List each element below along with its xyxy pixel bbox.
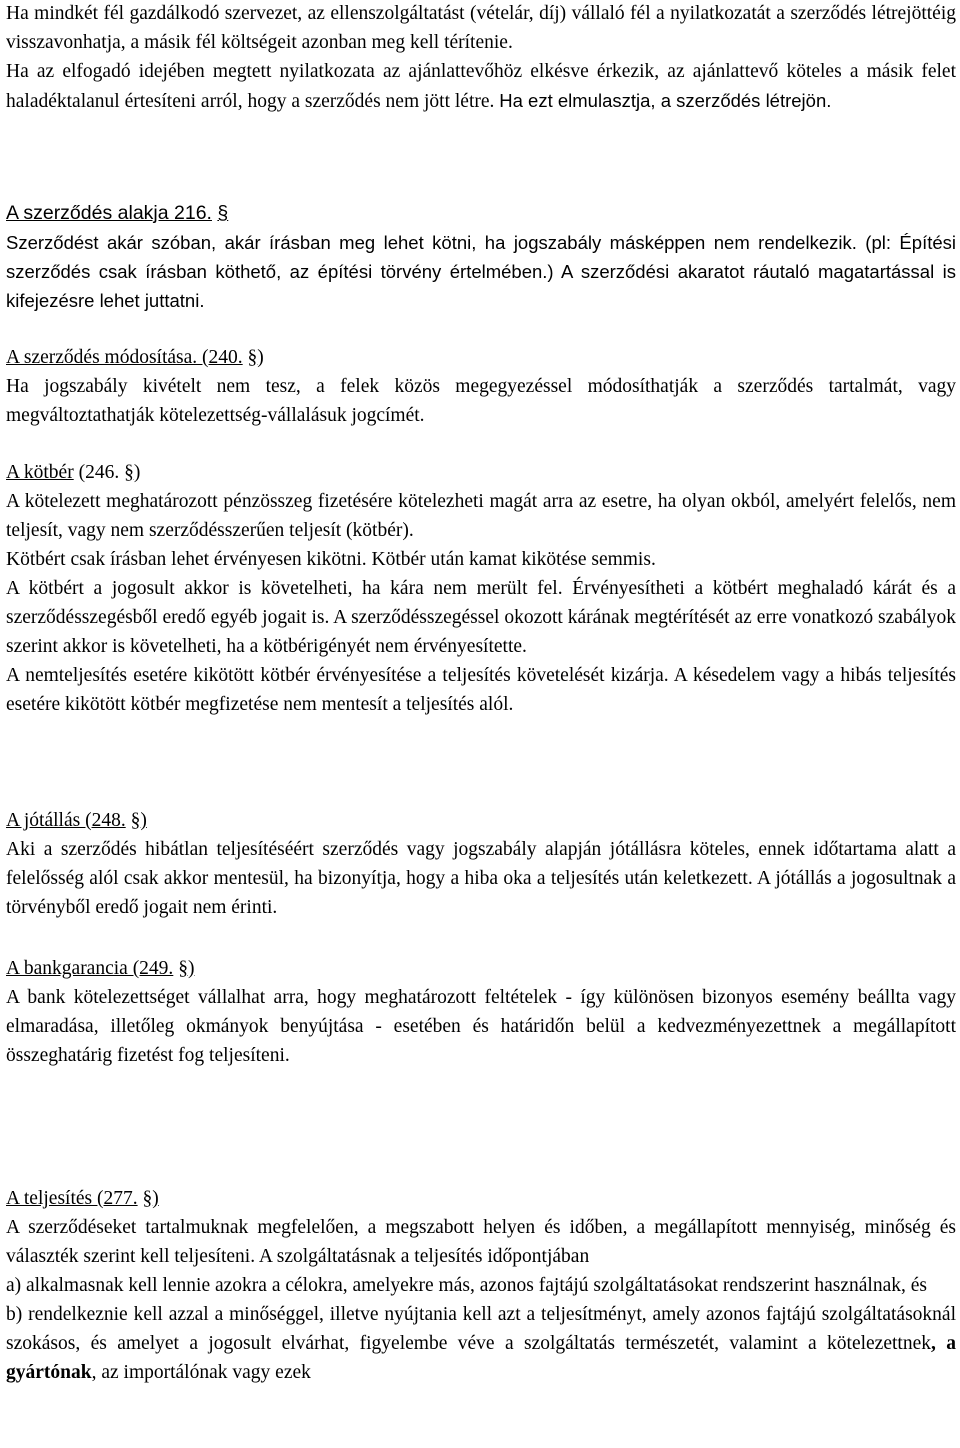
section-teljesites-item-b-end: , az importálónak vagy ezek: [91, 1362, 311, 1383]
section-modositas-heading-title: A szerződés módosítása. (240.: [6, 347, 243, 368]
intro-paragraph-2-sentence: Ha ezt elmulasztja, a szerződés létrejön.: [499, 90, 832, 111]
section-kotber: [6, 458, 956, 719]
section-alak-text: [6, 228, 956, 315]
section-sign: §: [142, 1188, 153, 1209]
section-kotber-paragraph-3: A kötbért a jogosult akkor is követelheti, ha kára nem merült fel. Érvényesítheti a kötbért meghaladó kárát és a szerződésszegésből eredő egyéb jogait is. A szerződésszegéssel okozott kárának megtérítését az erre vonatkozó szabályok szerint akkor is követelheti, ha a kötbérigényét nem érvényesítette.: [6, 578, 956, 657]
section-jotallas-text: Aki a szerződés hibátlan teljesítéséért szerződés vagy jogszabály alapján jótállásra köteles, ennek időtartama alatt a felelősség alól csak akkor mentesül, ha bizonyítja, hogy a hiba oka a teljesítés után keletkezett. A jótállás a jogosultnak a törvényből eredő jogait nem érinti.: [6, 839, 956, 918]
section-teljesites-item-b-start: b) rendelkeznie kell azzal a minőséggel, illetve nyújtania kell azt a teljesítményt, amely azonos fajtájú szolgáltatásoknál szokásos, és amelyet a jogosult elvárhat, figyelembe véve a szolgáltatás természetét, valamint a kötelezettnek: [6, 1304, 956, 1354]
section-kotber-paragraph-4: A nemteljesítés esetére kikötött kötbér érvényesítése a teljesítés követelését kizárja. A késedelem vagy a hibás teljesítés esetére kikötött kötbér megfizetése nem mentesít a teljesítés alól.: [6, 665, 956, 715]
section-bankgarancia-heading-close: ): [187, 958, 195, 979]
section-sign: §: [124, 462, 134, 483]
section-alak: [6, 199, 956, 315]
section-jotallas-heading-title: A jótállás (248.: [6, 810, 126, 831]
section-teljesites-item-b-bold: , a gyártónak: [6, 1333, 956, 1383]
section-bankgarancia: [6, 954, 956, 1070]
intro-paragraph-2: [6, 57, 956, 116]
section-jotallas-heading: [6, 806, 956, 835]
section-modositas-heading-close: ): [257, 347, 264, 368]
section-sign: §: [217, 202, 229, 224]
section-teljesites-heading: [6, 1184, 956, 1213]
section-teljesites: [6, 1184, 956, 1387]
section-teljesites-paragraph-1: A szerződéseket tartalmuknak megfelelően, a megszabott helyen és időben, a megállapított mennyiség, minőség és választék szerint kell teljesíteni. A szolgáltatásnak a teljesítés időpontjában: [6, 1217, 956, 1267]
section-bankgarancia-text: A bank kötelezettséget vállalhat arra, hogy meghatározott feltételek - így különösen bizonyos esemény beállta vagy elmaradása, illetőleg okmányok benyújtása - esetében és határidőn belül a kedvezményezettnek a megállapított összeghatárig fizetést fog teljesíteni.: [6, 987, 956, 1066]
section-bankgarancia-heading: [6, 954, 956, 983]
section-alak-heading: [6, 199, 956, 228]
section-kotber-paragraph-2: Kötbért csak írásban lehet érvényesen kikötni. Kötbér után kamat kikötése semmis.: [6, 549, 656, 570]
section-kotber-heading: [6, 458, 956, 487]
section-jotallas-heading-close: ): [140, 810, 147, 831]
section-jotallas: [6, 806, 956, 922]
section-alak-text-b: A szerződési akaratot ráutaló magatartással is kifejezésre lehet juttatni.: [6, 261, 957, 311]
section-sign: §: [130, 810, 141, 831]
section-teljesites-heading-close: ): [152, 1188, 159, 1209]
intro-paragraph-2-text: Ha az elfogadó idejében megtett nyilatkozata az ajánlattevőhöz elkésve érkezik, az ajánlattevő köteles a másik felet haladéktalanul értesíteni arról, hogy a szerződés nem jött létre.: [6, 61, 956, 112]
section-sign: §: [247, 347, 258, 368]
section-teljesites-heading-title: A teljesítés (277.: [6, 1188, 138, 1209]
section-kotber-heading-close: ): [133, 462, 141, 483]
section-alak-text-a: Szerződést akár szóban, akár írásban meg lehet kötni, ha jogszabály másképpen nem rendelkezik. (pl: Építési szerződés csak írásban köthető, az építési törvény értelmében.): [6, 232, 956, 282]
intro-paragraph-1: Ha mindkét fél gazdálkodó szervezet, az ellenszolgáltatást (vételár, díj) vállaló fél a nyilatkozatát a szerződés létrejöttéig visszavonhatja, a másik fél költségeit azonban meg kell térítenie.: [6, 3, 956, 53]
section-kotber-heading-title: A kötbér: [6, 462, 74, 483]
section-bankgarancia-heading-title: A bankgarancia (249.: [6, 958, 174, 979]
section-modositas: [6, 343, 956, 430]
section-modositas-heading: [6, 343, 956, 372]
section-teljesites-item-b: [6, 1300, 956, 1387]
intro-block: [6, 0, 956, 116]
section-teljesites-item-a: a) alkalmasnak kell lennie azokra a célokra, amelyekre más, azonos fajtájú szolgáltatásokat rendszerint használnak, és: [6, 1275, 927, 1296]
section-kotber-paragraph-1: A kötelezett meghatározott pénzösszeg fizetésére kötelezheti magát arra az esetre, ha olyan okból, amelyért felelős, nem teljesít, vagy nem szerződésszerűen teljesít (kötbér).: [6, 491, 956, 541]
section-alak-heading-title: A szerződés alakja 216.: [6, 202, 212, 224]
section-modositas-text: Ha jogszabály kivételt nem tesz, a felek közös megegyezéssel módosíthatják a szerződés tartalmát, vagy megváltoztathatják kötelezettség-vállalásuk jogcímét.: [6, 376, 956, 426]
section-kotber-heading-rest: (246.: [73, 462, 120, 483]
section-sign: §: [178, 958, 188, 979]
